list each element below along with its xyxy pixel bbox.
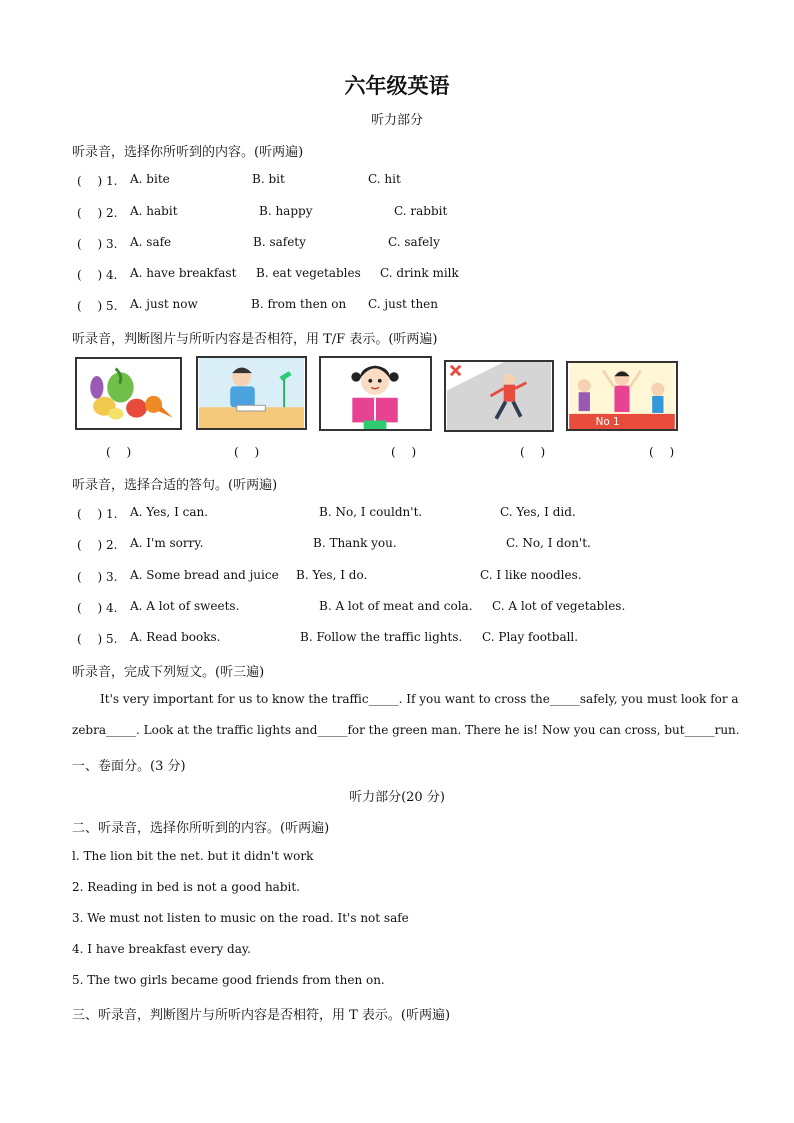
question-number: ( ) 4.	[77, 601, 118, 615]
option-c[interactable]: C. rabbit	[394, 204, 448, 218]
option-b[interactable]: B. A lot of meat and cola.	[319, 599, 473, 613]
option-a[interactable]: A. bite	[130, 172, 170, 186]
question-number: ( ) 2.	[77, 538, 118, 552]
question-number: ( ) 5.	[77, 299, 118, 313]
transcript-sentence: 4. I have breakfast every day.	[72, 942, 251, 956]
option-a[interactable]: A. habit	[130, 204, 178, 218]
part4-instruction: 听录音，完成下列短文。(听三遍)	[72, 665, 265, 680]
girl-reading-illustration	[321, 358, 430, 429]
option-c[interactable]: C. hit	[368, 172, 401, 186]
option-c[interactable]: C. Yes, I did.	[500, 505, 576, 519]
option-b[interactable]: B. Follow the traffic lights.	[300, 630, 463, 644]
transcript-sentence: 5. The two girls became good friends from then on.	[72, 973, 385, 987]
girl-reading-picture	[319, 356, 432, 431]
question-number: ( ) 5.	[77, 632, 118, 646]
option-a[interactable]: A. I'm sorry.	[130, 536, 204, 550]
transcript-sentence: l. The lion bit the net. but it didn't work	[72, 849, 314, 863]
answer-blank[interactable]: ( )	[649, 445, 675, 459]
answer-blank[interactable]: ( )	[234, 445, 260, 459]
option-b[interactable]: B. happy	[259, 204, 313, 218]
passage-line-2: zebra_____. Look at the traffic lights and_____for the green man. There he is! Now you can cross, but_____run.	[72, 723, 740, 737]
question-row	[77, 630, 757, 648]
option-a[interactable]: A. Read books.	[130, 630, 221, 644]
vegetables-picture	[75, 357, 182, 430]
question-number: ( ) 2.	[77, 206, 118, 220]
part1-instruction: 听录音，选择你所听到的内容。(听两遍)	[72, 145, 304, 160]
children-cheering-picture	[566, 361, 678, 431]
vegetables-illustration	[77, 359, 180, 428]
question-number: ( ) 1.	[77, 507, 118, 521]
option-b[interactable]: B. from then on	[251, 297, 347, 311]
option-c[interactable]: C. safely	[388, 235, 440, 249]
boy-writing-picture	[196, 356, 307, 430]
question-number: ( ) 3.	[77, 570, 118, 584]
answer-blank[interactable]: ( )	[106, 445, 132, 459]
children-cheering-illustration	[568, 363, 676, 429]
option-c[interactable]: C. drink milk	[380, 266, 459, 280]
section2-heading: 二、听录音，选择你所听到的内容。(听两遍)	[72, 821, 330, 836]
option-a[interactable]: A. have breakfast	[130, 266, 237, 280]
part2-instruction: 听录音，判断图片与所听内容是否相符，用 T/F 表示。(听两遍)	[72, 332, 438, 347]
listening-section-header-2: 听力部分(20 分)	[349, 790, 445, 805]
option-a[interactable]: A. just now	[130, 297, 198, 311]
passage-line-1: It's very important for us to know the traffic_____. If you want to cross the_____safely, you must look for a	[100, 692, 739, 706]
no1-sign-text: No 1	[595, 416, 620, 429]
boy-running-road-picture	[444, 360, 554, 432]
question-row	[77, 172, 757, 190]
boy-running-illustration	[446, 362, 552, 430]
answer-blank[interactable]: ( )	[391, 445, 417, 459]
question-number: ( ) 1.	[77, 174, 118, 188]
question-row	[77, 297, 757, 315]
section3-heading: 三、听录音，判断图片与所听内容是否相符，用 T 表示。(听两遍)	[72, 1008, 451, 1023]
option-a[interactable]: A. safe	[130, 235, 172, 249]
question-row	[77, 599, 757, 617]
listening-section-header: 听力部分	[370, 113, 423, 128]
question-row	[77, 204, 757, 222]
question-row	[77, 505, 757, 523]
option-c[interactable]: C. I like noodles.	[480, 568, 582, 582]
boy-writing-illustration	[198, 358, 305, 428]
option-c[interactable]: C. Play football.	[482, 630, 579, 644]
option-c[interactable]: C. A lot of vegetables.	[492, 599, 626, 613]
question-row	[77, 568, 757, 586]
option-c[interactable]: C. No, I don't.	[506, 536, 591, 550]
option-b[interactable]: B. safety	[253, 235, 306, 249]
option-b[interactable]: B. Yes, I do.	[296, 568, 368, 582]
question-number: ( ) 4.	[77, 268, 118, 282]
question-row	[77, 536, 757, 554]
option-c[interactable]: C. just then	[368, 297, 439, 311]
option-b[interactable]: B. bit	[252, 172, 285, 186]
option-b[interactable]: B. eat vegetables	[256, 266, 361, 280]
option-a[interactable]: A. A lot of sweets.	[130, 599, 240, 613]
question-row	[77, 266, 757, 284]
option-b[interactable]: B. Thank you.	[313, 536, 397, 550]
transcript-sentence: 2. Reading in bed is not a good habit.	[72, 880, 300, 894]
part3-instruction: 听录音，选择合适的答句。(听两遍)	[72, 478, 278, 493]
answer-blank[interactable]: ( )	[520, 445, 546, 459]
question-number: ( ) 3.	[77, 237, 118, 251]
option-a[interactable]: A. Some bread and juice	[130, 568, 279, 582]
page-title: 六年级英语	[344, 73, 450, 98]
section1-heading: 一、卷面分。(3 分)	[72, 759, 186, 774]
transcript-sentence: 3. We must not listen to music on the road. It's not safe	[72, 911, 409, 925]
question-row	[77, 235, 757, 253]
option-a[interactable]: A. Yes, I can.	[130, 505, 209, 519]
option-b[interactable]: B. No, I couldn't.	[319, 505, 423, 519]
